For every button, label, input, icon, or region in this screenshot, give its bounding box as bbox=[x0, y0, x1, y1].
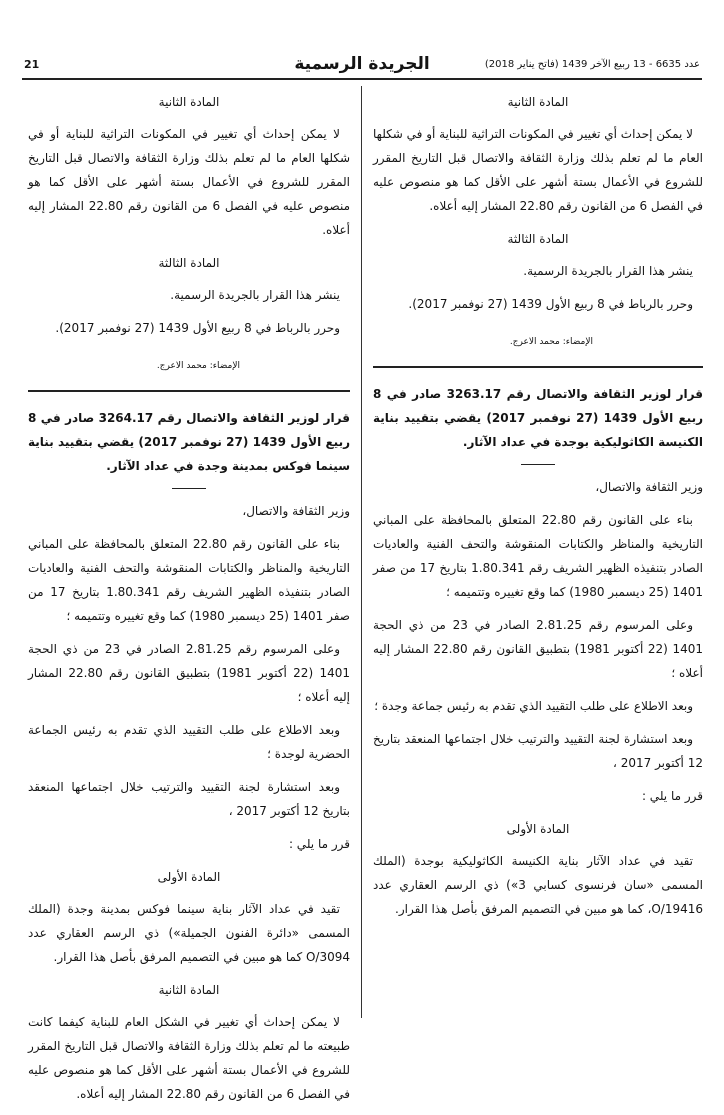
recital: بناء على القانون رقم 22.80 المتعلق بالمحافظة على المباني التاريخية والمناظر والكتابات المنقوشة والتحف الفنية والعاديات الصادر بتنفيذه الظهير الشريف رقم 1.80.341 بتاريخ 17 من صفر 1401 (25 ديسمبر 1980) كما وقع تغييره وتتميمه ؛ bbox=[28, 537, 350, 623]
gazette-title: الجريدة الرسمية bbox=[294, 54, 430, 74]
short-rule bbox=[172, 488, 206, 489]
article-text: لا يمكن إحداث أي تغيير في المكونات التراثية للبناية أو في شكلها العام ما لم تعلم بذلك وزارة الثقافة والاتصال قبل التاريخ المقرر للشروع في الأعمال بستة أشهر على الأقل كما هو منصوص عليه في الفصل 6 من القانون رقم 22.80 المشار إليه أعلاه. bbox=[28, 127, 350, 237]
minister-line: وزير الثقافة والاتصال، bbox=[595, 480, 703, 494]
article-text: لا يمكن إحداث أي تغيير في المكونات التراثية للبناية أو في شكلها العام ما لم تعلم بذلك وزارة الثقافة والاتصال قبل التاريخ المقرر للشروع في الأعمال بستة أشهر على الأقل كما هو منصوص عليه في الفصل 6 من القانون رقم 22.80 المشار إليه أعلاه. bbox=[373, 127, 703, 213]
article-heading: المادة الثانية bbox=[158, 983, 220, 997]
short-rule bbox=[521, 464, 555, 465]
column-divider bbox=[361, 86, 362, 1018]
recital: بناء على القانون رقم 22.80 المتعلق بالمحافظة على المباني التاريخية والمناظر والكتابات المنقوشة والتحف الفنية والعاديات الصادر بتنفيذه الظهير الشريف رقم 1.80.341 بتاريخ 17 من صفر 1401 (25 ديسمبر 1980) كما وقع تغييره وتتميمه ؛ bbox=[373, 513, 703, 599]
article-heading: المادة الثالثة bbox=[158, 256, 220, 270]
recital: وبعد الاطلاع على طلب التقييد الذي تقدم به رئيس الجماعة الحضرية لوجدة ؛ bbox=[28, 723, 350, 761]
section-rule bbox=[28, 390, 350, 392]
decision-title: قرار لوزير الثقافة والاتصال رقم 3263.17 صادر في 8 ربيع الأول 1439 (27 نوفمبر 2017) يقضي بتقييد بناية الكنيسة الكاثوليكية بوجدة في عداد الآثار. bbox=[373, 387, 703, 449]
recital: وعلى المرسوم رقم 2.81.25 الصادر في 23 من ذي الحجة 1401 (22 أكتوبر 1981) بتطبيق القانون رقم 22.80 المشار إليه أعلاه ؛ bbox=[28, 642, 350, 704]
decides-line: قرر ما يلي : bbox=[641, 789, 703, 803]
article-heading: المادة الثانية bbox=[158, 95, 220, 109]
date-line: وحرر بالرباط في 8 ربيع الأول 1439 (27 نوفمبر 2017). bbox=[55, 321, 340, 335]
article-heading: المادة الأولى bbox=[506, 822, 570, 836]
page-header bbox=[22, 54, 702, 76]
signature: الإمضاء: محمد الاعرج. bbox=[509, 337, 593, 347]
decides-line: قرر ما يلي : bbox=[288, 837, 350, 851]
right-column bbox=[373, 88, 703, 930]
recital: وبعد استشارة لجنة التقييد والترتيب خلال اجتماعها المنعقد بتاريخ 12 أكتوبر 2017 ، bbox=[28, 780, 350, 818]
signature: الإمضاء: محمد الاعرج. bbox=[156, 361, 240, 371]
issue-info: عدد 6635 - 13 ربيع الآخر 1439 (فاتح يناير 2018) bbox=[484, 59, 700, 70]
page-number: 21 bbox=[24, 58, 40, 71]
section-rule bbox=[373, 366, 703, 368]
date-line: وحرر بالرباط في 8 ربيع الأول 1439 (27 نوفمبر 2017). bbox=[408, 297, 693, 311]
article-text: تقيد في عداد الآثار بناية سينما فوكس بمدينة وجدة (الملك المسمى «دائرة الفنون الجميلة») ذي الرسم العقاري عدد O/3094 كما هو مبين في التصميم المرفق بأصل هذا القرار. bbox=[28, 902, 350, 964]
article-text: لا يمكن إحداث أي تغيير في الشكل العام للبناية كيفما كانت طبيعته ما لم تعلم بذلك وزارة الثقافة والاتصال قبل التاريخ المقرر للشروع في الأعمال بستة أشهر على الأقل كما هو منصوص عليه في الفصل 6 من القانون رقم 22.80 المشار إليه أعلاه. bbox=[28, 1015, 350, 1101]
article-text: ينشر هذا القرار بالجريدة الرسمية. bbox=[523, 264, 693, 278]
header-rule bbox=[22, 78, 702, 80]
article-text: ينشر هذا القرار بالجريدة الرسمية. bbox=[170, 288, 340, 302]
article-heading: المادة الثانية bbox=[507, 95, 569, 109]
article-heading: المادة الثالثة bbox=[507, 232, 569, 246]
left-column bbox=[28, 88, 350, 1115]
decision-title: قرار لوزير الثقافة والاتصال رقم 3264.17 صادر في 8 ربيع الأول 1439 (27 نوفمبر 2017) يقضي بتقييد بناية سينما فوكس بمدينة وجدة في عداد الآثار. bbox=[28, 411, 350, 473]
article-heading: المادة الأولى bbox=[157, 870, 221, 884]
article-text: تقيد في عداد الآثار بناية الكنيسة الكاثوليكية بوجدة (الملك المسمى «سان فرنسوى كسابي 3») ذي الرسم العقاري عدد O/19416، كما هو مبين في التصميم المرفق بأصل هذا القرار. bbox=[373, 854, 704, 916]
recital: وبعد الاطلاع على طلب التقييد الذي تقدم به رئيس جماعة وجدة ؛ bbox=[374, 699, 693, 713]
recital: وبعد استشارة لجنة التقييد والترتيب خلال اجتماعها المنعقد بتاريخ 12 أكتوبر 2017 ، bbox=[373, 732, 703, 770]
minister-line: وزير الثقافة والاتصال، bbox=[242, 504, 350, 518]
recital: وعلى المرسوم رقم 2.81.25 الصادر في 23 من ذي الحجة 1401 (22 أكتوبر 1981) بتطبيق القانون رقم 22.80 المشار إليه أعلاه ؛ bbox=[373, 618, 703, 680]
